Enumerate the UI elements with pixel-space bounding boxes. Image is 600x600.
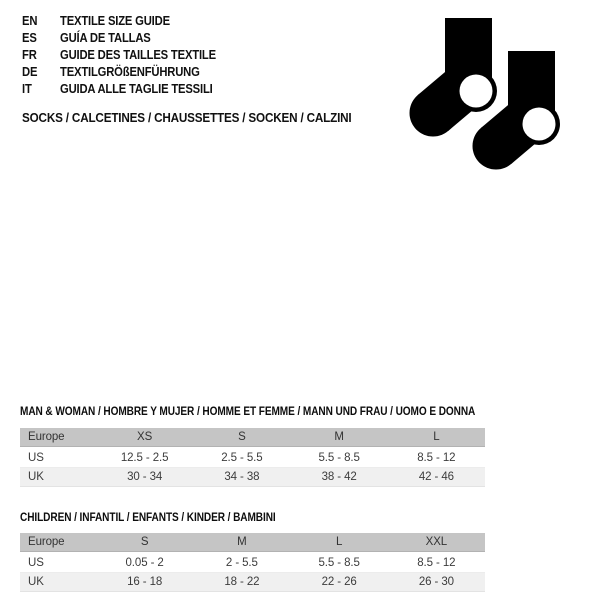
row-label: UK <box>28 471 44 483</box>
children-table-row-us <box>20 554 485 573</box>
size-cell: 26 - 30 <box>418 576 454 588</box>
language-code: IT <box>22 82 32 97</box>
language-label: GUIDE DES TAILLES TEXTILE <box>60 47 216 62</box>
size-cell: 34 - 38 <box>224 471 260 483</box>
size-cell: 2 - 5.5 <box>225 557 258 569</box>
size-cell: 42 - 46 <box>418 471 454 483</box>
column-header-l: L <box>335 536 343 548</box>
row-label: US <box>28 557 44 569</box>
children-table-header-row <box>20 533 485 552</box>
size-cell: 8.5 - 12 <box>417 452 456 464</box>
children-table-title: CHILDREN / INFANTIL / ENFANTS / KINDER / BAMBINI <box>20 510 276 524</box>
adult-table-header-row <box>20 428 485 447</box>
socks-icon <box>400 5 575 180</box>
column-header-europe: Europe <box>28 536 65 548</box>
language-label: TEXTILGRÖßENFÜHRUNG <box>60 65 200 80</box>
language-row-de <box>22 64 233 81</box>
language-row-en <box>22 12 233 29</box>
column-header-xs: XS <box>137 431 153 443</box>
column-header-s: S <box>140 536 149 548</box>
language-label: TEXTILE SIZE GUIDE <box>60 13 170 28</box>
category-title: SOCKS / CALCETINES / CHAUSSETTES / SOCKEN / CALZINI <box>22 110 352 125</box>
size-cell: 22 - 26 <box>321 576 357 588</box>
language-row-it <box>22 81 233 98</box>
language-code: FR <box>22 47 37 62</box>
size-cell: 30 - 34 <box>127 471 163 483</box>
language-code: EN <box>22 13 38 28</box>
size-cell: 18 - 22 <box>224 576 260 588</box>
language-label: GUÍA DE TALLAS <box>60 30 151 45</box>
language-label: GUIDA ALLE TAGLIE TESSILI <box>60 82 213 97</box>
column-header-s: S <box>238 431 246 443</box>
size-cell: 12.5 - 2.5 <box>120 452 169 464</box>
column-header-l: L <box>433 431 440 443</box>
size-cell: 8.5 - 12 <box>417 557 456 569</box>
size-cell: 16 - 18 <box>127 576 163 588</box>
column-header-europe: Europe <box>28 431 65 443</box>
language-code: DE <box>22 65 38 80</box>
adult-table-row-us <box>20 449 485 468</box>
adult-size-table <box>20 428 485 487</box>
children-table-row-uk <box>20 573 485 592</box>
language-code: ES <box>22 30 37 45</box>
children-size-table <box>20 533 485 592</box>
language-row-es <box>22 29 233 46</box>
size-cell: 5.5 - 8.5 <box>318 557 360 569</box>
adult-table-row-uk <box>20 468 485 487</box>
column-header-m: M <box>334 431 344 443</box>
adult-table-title: MAN & WOMAN / HOMBRE Y MUJER / HOMME ET FEMME / MANN UND FRAU / UOMO E DONNA <box>20 404 476 418</box>
size-cell: 5.5 - 8.5 <box>318 452 360 464</box>
size-cell: 0.05 - 2 <box>125 557 164 569</box>
language-legend <box>22 12 233 98</box>
column-header-xxl: XXL <box>425 536 448 548</box>
row-label: UK <box>28 576 44 588</box>
row-label: US <box>28 452 44 464</box>
column-header-m: M <box>237 536 247 548</box>
size-cell: 2.5 - 5.5 <box>221 452 263 464</box>
size-cell: 38 - 42 <box>321 471 357 483</box>
language-row-fr <box>22 46 233 63</box>
